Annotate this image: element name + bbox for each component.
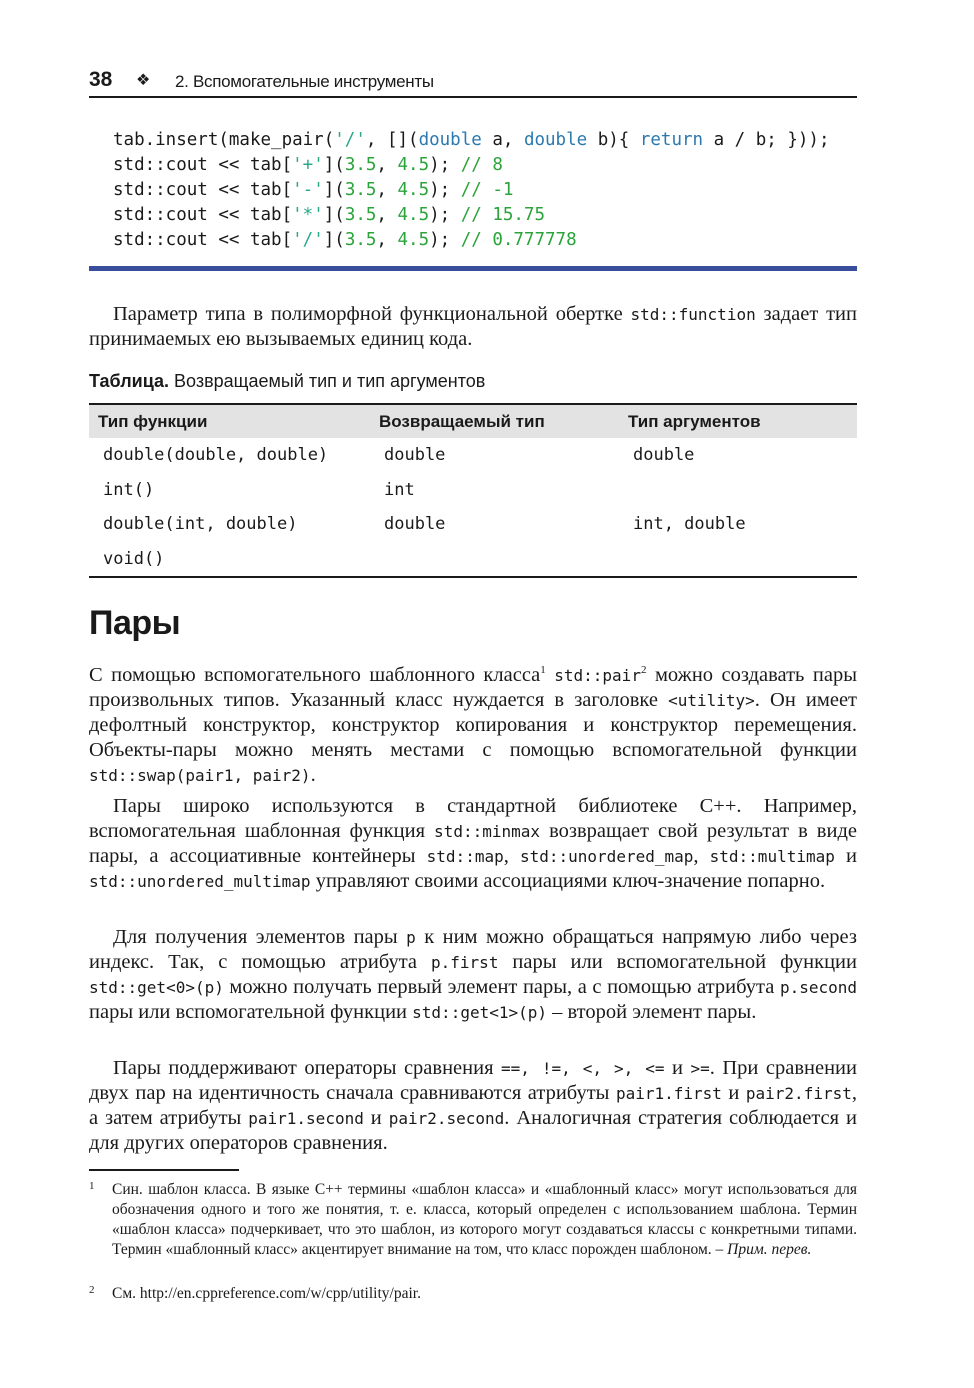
table-cell: double(int, double) [103,514,298,535]
ornament-icon: ❖ [136,72,151,89]
footnote-number: 2 [89,1284,95,1296]
table-row [89,438,857,473]
intro-paragraph: Параметр типа в полиморфной функциональной обертке std::function задает тип принимаемых ею вызываемых единиц кода. [89,303,857,350]
table-row [89,473,857,508]
code-listing: tab.insert(make_pair('/', [](double a, double b){ return a / b; })); std::cout << tab['+'](3.5, 4.5); // 8 std::cout << tab['-'](3.5, 4.5); // -1 std::cout << tab['*'](3.5, 4.5); // 15.75 std::cout << tab['/'](3.5, 4.5); // 0.777778 [113,130,830,250]
types-table [89,403,857,578]
footnote-number: 1 [89,1180,95,1192]
section-heading: Пары [89,604,181,642]
table-caption: Таблица. Возвращаемый тип и тип аргументов [89,371,486,391]
chapter-title: 2. Вспомогательные инструменты [175,72,434,91]
column-header: Тип аргументов [619,404,857,438]
page-number: 38 [89,68,113,91]
column-header: Возвращаемый тип [370,404,619,438]
table-cell: void() [103,548,165,569]
table-cell [370,542,619,578]
footnote-text: Син. шаблон класса. В языке C++ термины «шаблон класса» и «шаблонный класс» могут использоваться для обозначения одного и того же понятия, т. е. класса, который определен с использованием шаблона. Термин «шаблон класса» подчеркивает, что это шаблон, из которого могут создаваться классы с конкретными типами. Термин «шаблонный класс» акцентирует внимание на том, что класс порожден шаблоном. – [112,1181,857,1258]
footnote-ref: 1 [540,664,546,677]
running-header [89,68,857,98]
table-cell [619,542,857,578]
table-cell: double [633,445,695,466]
table-row [89,507,857,542]
table-cell: double [384,445,446,466]
translator-note: Прим. перев. [727,1241,812,1258]
table-header-row [89,404,857,438]
table-cell: int [384,479,415,500]
column-header: Тип функции [89,404,370,438]
code-divider [89,266,857,271]
paragraph-pair-compare: Пары поддерживают операторы сравнения ==, !=, <, >, <= и >=. При сравнении двух пар на идентичность сначала сравниваются атрибуты pair1.first и pair2.first, а затем атрибуты pair1.second и pair2.second. Аналогичная стратегия соблюдается и для других операторов сравнения. [89,1057,857,1154]
paragraph-pair-access: Для получения элементов пары p к ним можно обращаться напрямую либо через индекс. Так, с помощью атрибута p.first пары или вспомогательной функции std::get<0>(p) можно получать первый элемент пары, а с помощью атрибута p.second пары или вспомогательной функции std::get<1>(p) – второй элемент пары. [89,926,857,1023]
table-cell: int() [103,479,155,500]
footnote-1 [89,1180,857,1260]
table-row [89,542,857,578]
paragraph-pair-usage: Пары широко используются в стандартной библиотеке C++. Например, вспомогательная шаблонная функция std::minmax возвращает свой результат в виде пары, а ассоциативные контейнеры std::map, std::unordered_map, std::multimap и std::unordered_multimap управляют своими ассоциациями ключ-значение попарно. [89,795,857,892]
table-cell [619,473,857,508]
table-cell: double(double, double) [103,445,329,466]
table-cell: double [384,514,446,535]
footnote-ref: 2 [640,664,647,677]
paragraph-pair-intro: С помощью вспомогательного шаблонного класса$^1$ std::pair$^2$ можно создавать пары произвольных типов. Указанный класс нуждается в заголовке <utility>. Он имеет дефолтный конструктор, конструктор копирования и конструктор перемещения. Объекты-пары можно менять местами с помощью вспомогательной функции std::swap(pair1, pair2). [89,664,858,786]
footnote-2 [89,1284,857,1304]
table-cell: int, double [633,514,746,535]
footnote-divider [89,1169,239,1171]
footnote-text: См. http://en.cppreference.com/w/cpp/utility/pair. [112,1285,421,1302]
